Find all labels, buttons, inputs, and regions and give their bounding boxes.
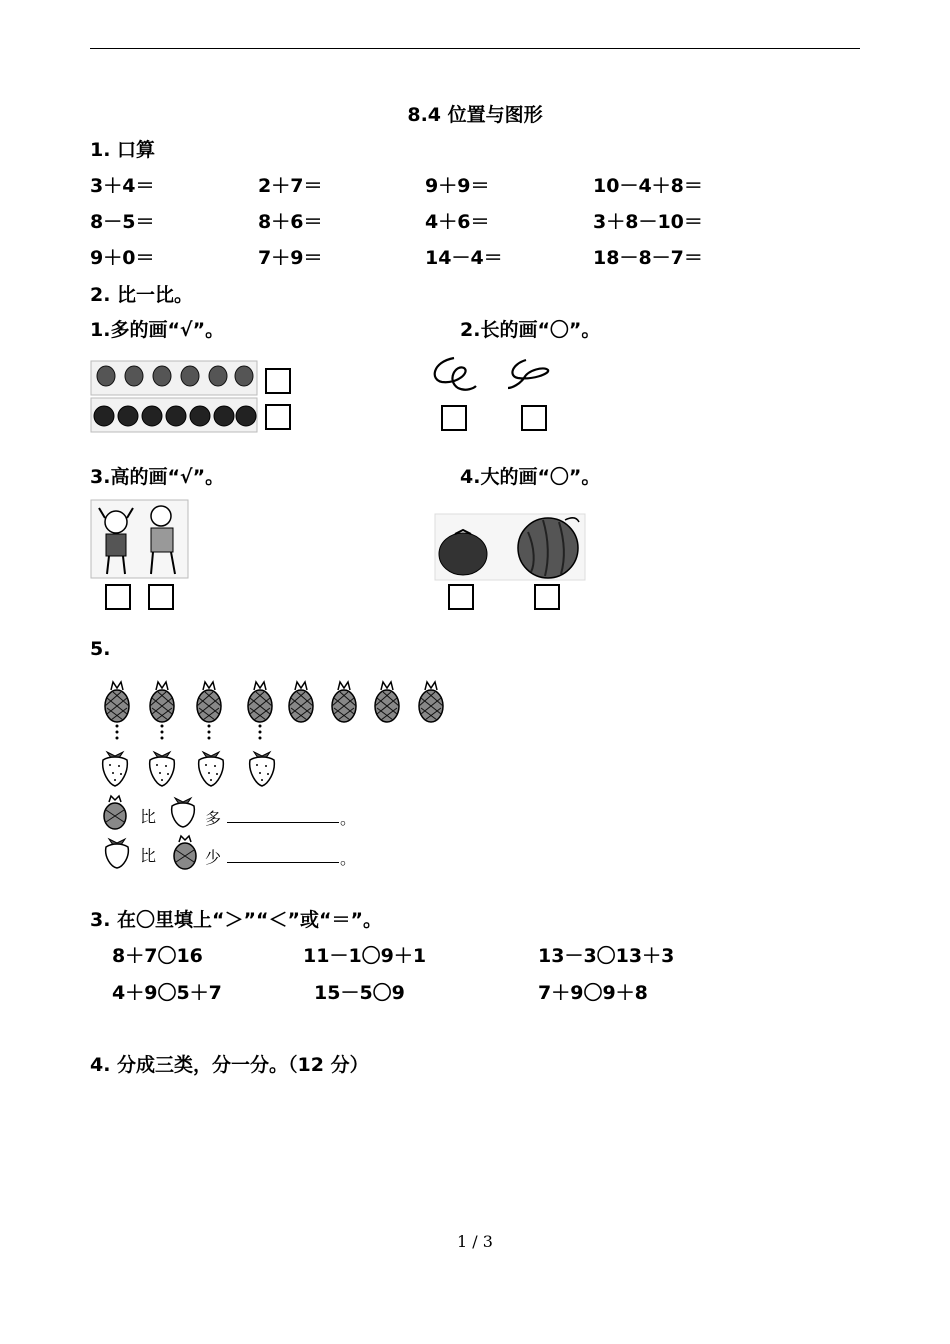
header-rule [90,48,860,49]
answer-blank[interactable] [227,862,339,863]
compare-word-more: 多 [205,809,222,828]
q4-heading: 4. 分成三类，分一分。（12 分） [90,1054,369,1076]
q1-problem: 4＋6＝ [425,211,490,233]
q2-heading: 2. 比一比。 [90,284,194,306]
q3-problem: 15－5〇9 [314,982,405,1004]
q3-problem: 11－1〇9＋1 [303,945,427,967]
compare-word-less: 少 [205,848,222,867]
answer-box[interactable] [265,404,291,430]
strawberry-icon [103,835,131,869]
compare-word-bi: 比 [140,846,157,865]
q2-sub1-label: 1.多的画“√”。 [90,319,225,341]
q2-sub4-label: 4.大的画“〇”。 [460,466,601,488]
q3-problem: 13－3〇13＋3 [538,945,675,967]
q3-problem: 7＋9〇9＋8 [538,982,648,1004]
q1-problem: 18－8－7＝ [593,247,703,269]
answer-blank[interactable] [227,822,339,823]
pineapple-icon [101,794,129,830]
q3-problem: 8＋7〇16 [112,945,203,967]
q1-problem: 10－4＋8＝ [593,175,703,197]
answer-box[interactable] [105,584,131,610]
answer-box[interactable] [534,584,560,610]
q3-heading: 3. 在〇里填上“＞”“＜”或“＝”。 [90,909,382,931]
answer-box[interactable] [448,584,474,610]
tomato-watermelon-illustration [435,512,585,582]
kids-illustration [91,500,189,580]
q1-problem: 9＋0＝ [90,247,155,269]
compare-word-bi: 比 [140,807,157,826]
q1-problem: 8＋6＝ [258,211,323,233]
page-number: 1 / 3 [457,1232,493,1251]
answer-box[interactable] [265,368,291,394]
q1-problem: 14－4＝ [425,247,503,269]
q2-sub2-label: 2.长的画“〇”。 [460,319,601,341]
q1-problem: 2＋7＝ [258,175,323,197]
period: 。 [340,809,357,828]
strawberry-icon [169,794,197,828]
q1-problem: 3＋4＝ [90,175,155,197]
answer-box[interactable] [148,584,174,610]
q2-sub3-label: 3.高的画“√”。 [90,466,225,488]
q1-problem: 3＋8－10＝ [593,211,703,233]
page-title: 8.4 位置与图形 [407,104,543,126]
q2-sub5-label: 5. [90,638,111,660]
q3-problem: 4＋9〇5＋7 [112,982,222,1004]
q1-problem: 8－5＝ [90,211,155,233]
pineapple-icon [171,834,199,870]
q1-problem: 9＋9＝ [425,175,490,197]
answer-box[interactable] [441,405,467,431]
ropes-illustration [428,352,558,400]
flowers-ladybugs-illustration [90,360,260,435]
answer-box[interactable] [521,405,547,431]
q1-heading: 1. 口算 [90,139,156,161]
period: 。 [340,849,357,868]
q1-problem: 7＋9＝ [258,247,323,269]
pineapple-strawberry-illustration [95,678,455,790]
